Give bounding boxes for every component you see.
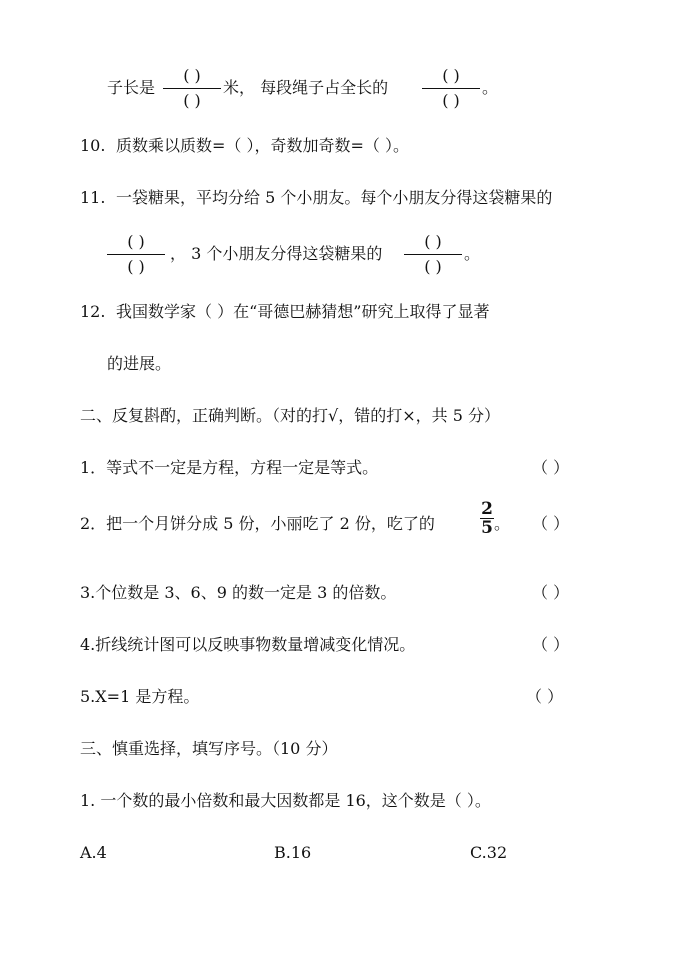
judge-item-2-fraction (480, 500, 494, 537)
q12-text: 我国数学家（ ）在“哥德巴赫猜想”研究上取得了显著 (116, 302, 490, 321)
q11-text-middle: ， 3 个小朋友分得这袋糖果的 (170, 244, 383, 263)
fraction-numerator: ( ) (404, 232, 462, 255)
judge-item-3-answer-box[interactable]: （ ） (532, 583, 570, 602)
q11-text-end: 。 (464, 244, 481, 263)
choice-1-question: 1. 一个数的最小倍数和最大因数都是 16，这个数是（ ）。 (80, 791, 491, 810)
q12-number: 12. (80, 302, 106, 321)
fraction-numerator: 2 (481, 499, 493, 519)
q11-number: 11. (80, 188, 106, 207)
section-2-title: 二、反复斟酌，正确判断。（对的打√，错的打×，共 5 分） (80, 406, 500, 425)
fraction-denominator: ( ) (424, 257, 442, 276)
fraction-denominator: ( ) (183, 91, 201, 110)
section-3-title: 三、慎重选择，填写序号。（10 分） (80, 739, 338, 758)
fraction-denominator: ( ) (127, 257, 145, 276)
fraction-numerator: ( ) (163, 66, 221, 89)
judge-item-2-text: 2．把一个月饼分成 5 份，小丽吃了 2 份，吃了的 (80, 514, 435, 533)
q10-text: 质数乘以质数=（ ），奇数加奇数=（ ）。 (116, 136, 409, 155)
judge-item-1-answer-box[interactable]: （ ） (532, 458, 570, 477)
judge-item-5-answer-box[interactable]: （ ） (526, 687, 564, 706)
q9-text-start: 子长是 (107, 78, 156, 97)
choice-1-option-a[interactable]: A.4 (80, 843, 107, 862)
fraction-numerator: ( ) (422, 66, 480, 89)
q11-text: 一袋糖果，平均分给 5 个小朋友。每个小朋友分得这袋糖果的 (116, 188, 553, 207)
q9-text-middle: 米， 每段绳子占全长的 (223, 78, 389, 97)
q9-fraction-2 (422, 66, 480, 111)
q12-text-continued: 的进展。 (107, 354, 172, 373)
fraction-denominator: ( ) (442, 91, 460, 110)
q11-fraction-1 (107, 232, 165, 277)
judge-item-2-end: 。 (494, 514, 511, 533)
choice-1-option-b[interactable]: B.16 (274, 843, 312, 862)
fraction-numerator: ( ) (107, 232, 165, 255)
judge-item-2-answer-box[interactable]: （ ） (532, 514, 570, 533)
judge-item-4-text: 4.折线统计图可以反映事物数量增减变化情况。 (80, 635, 416, 654)
choice-1-option-c[interactable]: C.32 (470, 843, 508, 862)
judge-item-1-text: 1．等式不一定是方程，方程一定是等式。 (80, 458, 379, 477)
q9-fraction-1 (163, 66, 221, 111)
q10-number: 10. (80, 136, 106, 155)
fraction-denominator: 5 (481, 518, 493, 538)
judge-item-5-text: 5.X=1 是方程。 (80, 687, 200, 706)
q11-fraction-2 (404, 232, 462, 277)
judge-item-4-answer-box[interactable]: （ ） (532, 635, 570, 654)
judge-item-3-text: 3.个位数是 3、6、9 的数一定是 3 的倍数。 (80, 583, 397, 602)
q9-text-end: 。 (482, 78, 499, 97)
